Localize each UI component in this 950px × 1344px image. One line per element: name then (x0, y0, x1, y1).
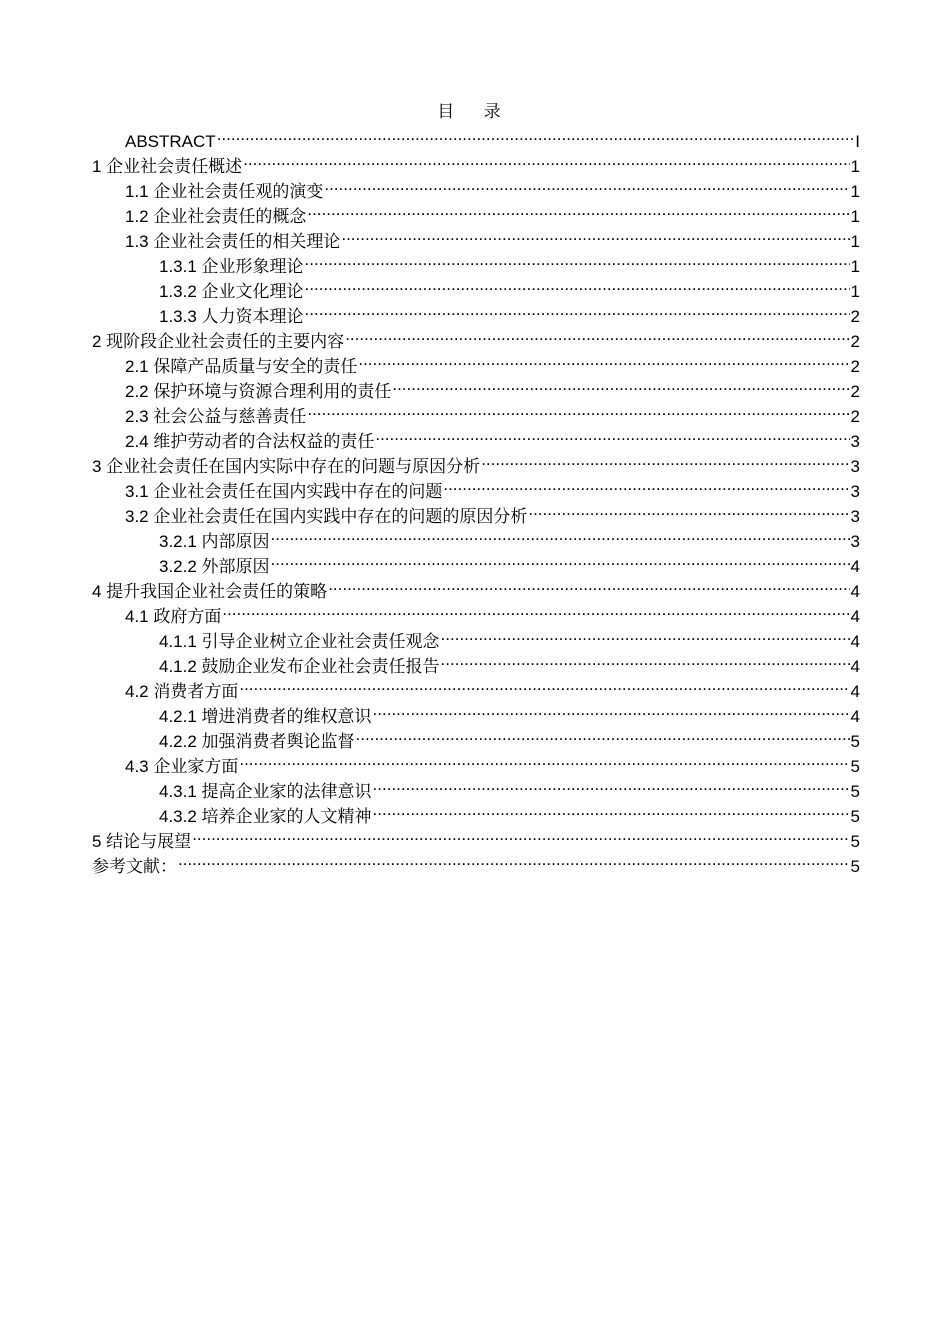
toc-entry-page-number: 4 (850, 632, 860, 651)
toc-dot-leader (178, 847, 850, 872)
toc-entry-page-number: 2 (850, 307, 860, 326)
toc-entry-page-number: 4 (850, 582, 860, 601)
toc-entry-title: 4.1 政府方面 (125, 607, 222, 626)
toc-entry[interactable] (92, 147, 860, 176)
toc-entry-title: 2.4 维护劳动者的合法权益的责任 (125, 432, 375, 451)
toc-entry[interactable] (92, 547, 860, 576)
toc-entry-title: 1.2 企业社会责任的概念 (125, 207, 307, 226)
toc-entry[interactable] (92, 372, 860, 401)
toc-entry-page-number: 4 (850, 682, 860, 701)
toc-entry[interactable] (92, 497, 860, 526)
toc-entry-page-number: 2 (850, 382, 860, 401)
toc-entry[interactable] (92, 622, 860, 651)
toc-entry[interactable] (92, 397, 860, 426)
toc-entry[interactable] (92, 297, 860, 326)
toc-entry-page-number: I (855, 132, 860, 151)
toc-entry-page-number: 1 (850, 157, 860, 176)
toc-dot-leader (328, 572, 849, 597)
toc-entry-page-number: 5 (850, 757, 860, 776)
toc-dot-leader (192, 822, 849, 847)
toc-dot-leader (345, 322, 849, 347)
toc-entry-title: 2.2 保护环境与资源合理利用的责任 (125, 382, 392, 401)
toc-entry-page-number: 1 (850, 232, 860, 251)
toc-entry-title: 4.3.2 培养企业家的人文精神 (159, 807, 372, 826)
toc-entry-page-number: 4 (850, 607, 860, 626)
toc-dot-leader (373, 697, 850, 722)
toc-entry-page-number: 4 (850, 557, 860, 576)
toc-dot-leader (307, 197, 849, 222)
toc-entry-title: 2.1 保障产品质量与安全的责任 (125, 357, 358, 376)
toc-dot-leader (305, 297, 850, 322)
toc-entry[interactable] (92, 172, 860, 201)
toc-dot-leader (222, 597, 849, 622)
toc-entry-page-number: 2 (850, 407, 860, 426)
toc-entry-title: 3.1 企业社会责任在国内实践中存在的问题 (125, 482, 443, 501)
toc-entry[interactable] (92, 272, 860, 301)
toc-entry[interactable] (92, 122, 860, 151)
toc-dot-leader (307, 397, 849, 422)
toc-entry-title: 参考文献： (92, 857, 177, 876)
toc-entry[interactable] (92, 572, 860, 601)
toc-entry-page-number: 4 (850, 707, 860, 726)
toc-entry-page-number: 3 (850, 532, 860, 551)
toc-entry-title: 4.3 企业家方面 (125, 757, 239, 776)
toc-dot-leader (324, 172, 849, 197)
toc-entry-title: 1.3 企业社会责任的相关理论 (125, 232, 341, 251)
toc-dot-leader (305, 272, 850, 297)
toc-dot-leader (358, 347, 849, 372)
toc-entry-title: 4.3.1 提高企业家的法律意识 (159, 782, 372, 801)
toc-entry-title: 4 提升我国企业社会责任的策略 (92, 582, 328, 601)
toc-entry-title: 3.2 企业社会责任在国内实践中存在的问题的原因分析 (125, 507, 528, 526)
toc-entry[interactable] (92, 422, 860, 451)
toc-entry[interactable] (92, 322, 860, 351)
toc-entry[interactable] (92, 697, 860, 726)
toc-entry[interactable] (92, 647, 860, 676)
toc-entry-title: 1.3.3 人力资本理论 (159, 307, 304, 326)
toc-dot-leader (443, 472, 849, 497)
toc-entry[interactable] (92, 772, 860, 801)
toc-entry-title: 3 企业社会责任在国内实际中存在的问题与原因分析 (92, 457, 481, 476)
toc-dot-leader (356, 722, 850, 747)
toc-entry-title: 4.2.2 加强消费者舆论监督 (159, 732, 355, 751)
toc-dot-leader (528, 497, 849, 522)
table-of-contents (92, 122, 860, 876)
toc-entry-page-number: 3 (850, 482, 860, 501)
toc-dot-leader (373, 772, 850, 797)
toc-entry-title: 4.2 消费者方面 (125, 682, 239, 701)
toc-entry-title: 4.1.2 鼓励企业发布企业社会责任报告 (159, 657, 440, 676)
toc-entry-title: 1.3.1 企业形象理论 (159, 257, 304, 276)
toc-entry[interactable] (92, 447, 860, 476)
toc-entry-page-number: 5 (850, 782, 860, 801)
toc-dot-leader (271, 547, 850, 572)
toc-entry-page-number: 1 (850, 282, 860, 301)
toc-entry-page-number: 5 (850, 857, 860, 876)
toc-entry[interactable] (92, 722, 860, 751)
toc-dot-leader (441, 622, 850, 647)
toc-dot-leader (341, 222, 849, 247)
toc-entry-title: ABSTRACT (125, 132, 216, 151)
toc-entry-title: 1.1 企业社会责任观的演变 (125, 182, 324, 201)
toc-entry[interactable] (92, 522, 860, 551)
toc-entry-page-number: 3 (850, 457, 860, 476)
toc-entry-title: 2.3 社会公益与慈善责任 (125, 407, 307, 426)
toc-entry-page-number: 5 (850, 732, 860, 751)
toc-entry[interactable] (92, 822, 860, 851)
toc-entry[interactable] (92, 222, 860, 251)
toc-dot-leader (373, 797, 850, 822)
toc-dot-leader (217, 122, 855, 147)
toc-entry-page-number: 3 (850, 432, 860, 451)
toc-entry[interactable] (92, 472, 860, 501)
toc-entry[interactable] (92, 797, 860, 826)
toc-dot-leader (243, 147, 849, 172)
toc-entry[interactable] (92, 597, 860, 626)
toc-dot-leader (239, 672, 849, 697)
toc-entry-page-number: 2 (850, 332, 860, 351)
toc-entry-page-number: 4 (850, 657, 860, 676)
toc-dot-leader (305, 247, 850, 272)
toc-entry[interactable] (92, 347, 860, 376)
toc-entry-title: 4.2.1 增进消费者的维权意识 (159, 707, 372, 726)
toc-entry-page-number: 1 (850, 182, 860, 201)
toc-dot-leader (441, 647, 850, 672)
toc-entry[interactable] (92, 672, 860, 701)
toc-dot-leader (481, 447, 849, 472)
toc-entry-title: 1 企业社会责任概述 (92, 157, 243, 176)
toc-entry-page-number: 3 (850, 507, 860, 526)
toc-entry[interactable] (92, 847, 860, 876)
toc-entry[interactable] (92, 247, 860, 276)
toc-entry-title: 5 结论与展望 (92, 832, 192, 851)
toc-dot-leader (375, 422, 849, 447)
toc-entry-title: 3.2.2 外部原因 (159, 557, 270, 576)
toc-dot-leader (271, 522, 850, 547)
toc-entry-page-number: 5 (850, 807, 860, 826)
toc-entry-page-number: 1 (850, 257, 860, 276)
toc-entry-title: 4.1.1 引导企业树立企业社会责任观念 (159, 632, 440, 651)
toc-entry-page-number: 2 (850, 357, 860, 376)
toc-entry-page-number: 5 (850, 832, 860, 851)
toc-title: 目 录 (437, 102, 513, 122)
toc-entry-page-number: 1 (850, 207, 860, 226)
toc-dot-leader (239, 747, 849, 772)
toc-entry-title: 2 现阶段企业社会责任的主要内容 (92, 332, 345, 351)
toc-entry[interactable] (92, 747, 860, 776)
toc-dot-leader (392, 372, 849, 397)
toc-entry-title: 1.3.2 企业文化理论 (159, 282, 304, 301)
toc-entry-title: 3.2.1 内部原因 (159, 532, 270, 551)
toc-entry[interactable] (92, 197, 860, 226)
